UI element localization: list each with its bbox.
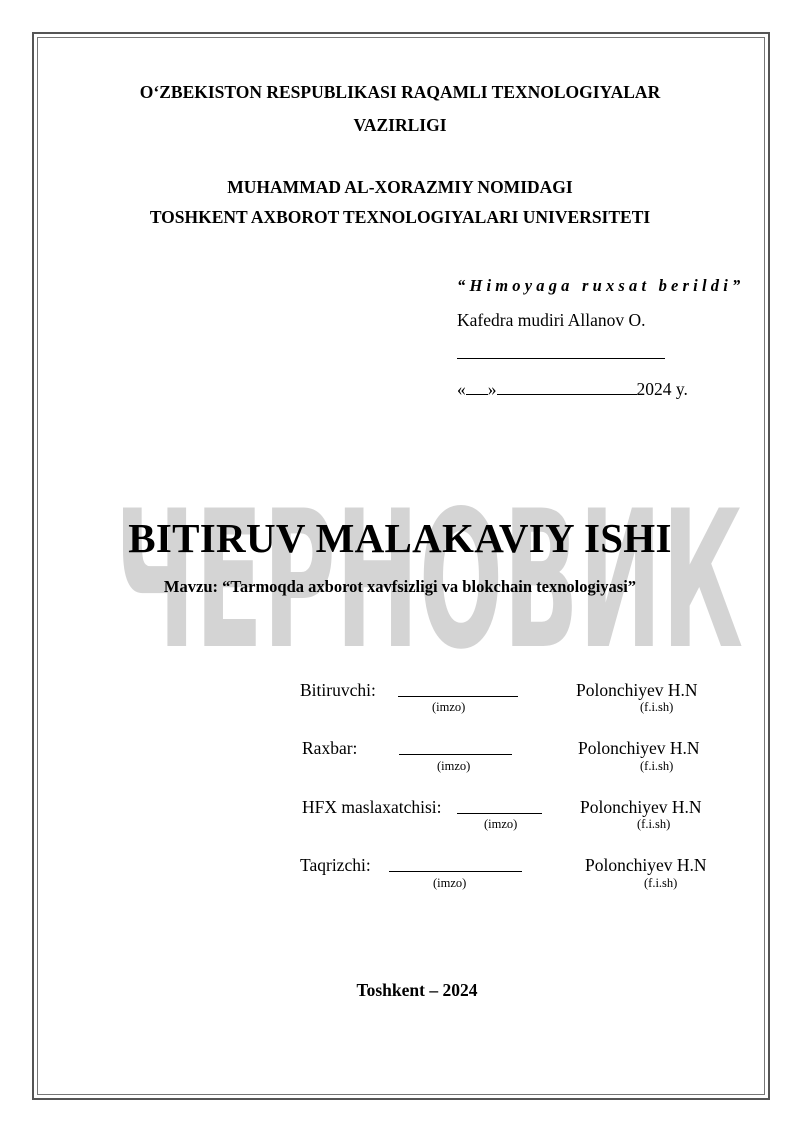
document-title: BITIRUV MALAKAVIY ISHI: [128, 515, 672, 561]
subject-text: “Tarmoqda axborot xavfsizligi va blokchain texnologiyasi”: [222, 577, 637, 596]
signature-line: [457, 795, 542, 814]
signatory-name: Polonchiyev H.N: [578, 738, 700, 758]
name-caption: (f.i.sh): [640, 700, 674, 714]
date-month-blank: [497, 378, 637, 395]
approval-title: “Himoyaga ruxsat berildi”: [457, 276, 745, 295]
signatory-name: Polonchiyev H.N: [580, 797, 702, 817]
signature-role: Taqrizchi:: [300, 855, 371, 875]
date-year: 2024 y.: [636, 379, 688, 399]
draft-watermark: [113, 474, 745, 654]
signature-line: [389, 853, 522, 872]
approval-date: [457, 378, 688, 400]
ministry-line-1: O‘ZBEKISTON RESPUBLIKASI RAQAMLI TEXNOLOGIYALAR: [139, 82, 661, 102]
name-caption: (f.i.sh): [637, 817, 671, 831]
signatory-name: Polonchiyev H.N: [585, 855, 707, 875]
signatory-name: Polonchiyev H.N: [576, 680, 698, 700]
approval-signature-line: [457, 340, 665, 359]
name-caption: (f.i.sh): [644, 876, 678, 890]
name-caption: (f.i.sh): [640, 759, 674, 773]
ministry-header: [0, 76, 800, 142]
signature-line: [398, 678, 518, 697]
date-open-quote: «: [457, 379, 466, 399]
watermark-text: ЧЕРНОВИК: [115, 474, 743, 654]
approval-head-of-department: Kafedra mudiri Allanov O.: [457, 310, 646, 330]
document-subject: [0, 577, 800, 597]
date-day-blank: [466, 378, 488, 395]
university-header: [0, 172, 800, 232]
signature-role: Bitiruvchi:: [300, 680, 376, 700]
signature-caption: (imzo): [484, 817, 518, 831]
date-close-quote: »: [487, 379, 497, 399]
university-line-2: TOSHKENT AXBOROT TEXNOLOGIYALARI UNIVERSITETI: [149, 207, 651, 227]
signature-caption: (imzo): [432, 700, 466, 714]
signature-caption: (imzo): [437, 759, 471, 773]
subject-label: Mavzu:: [163, 577, 218, 596]
university-line-1: MUHAMMAD AL-XORAZMIY NOMIDAGI: [227, 177, 573, 197]
signature-role: Raxbar:: [302, 738, 358, 758]
signature-role: HFX maslaxatchisi:: [302, 797, 442, 817]
signature-caption: (imzo): [433, 876, 467, 890]
city-year: Toshkent – 2024: [356, 980, 478, 1000]
signature-line: [399, 736, 512, 755]
ministry-line-2: VAZIRLIGI: [353, 115, 447, 135]
